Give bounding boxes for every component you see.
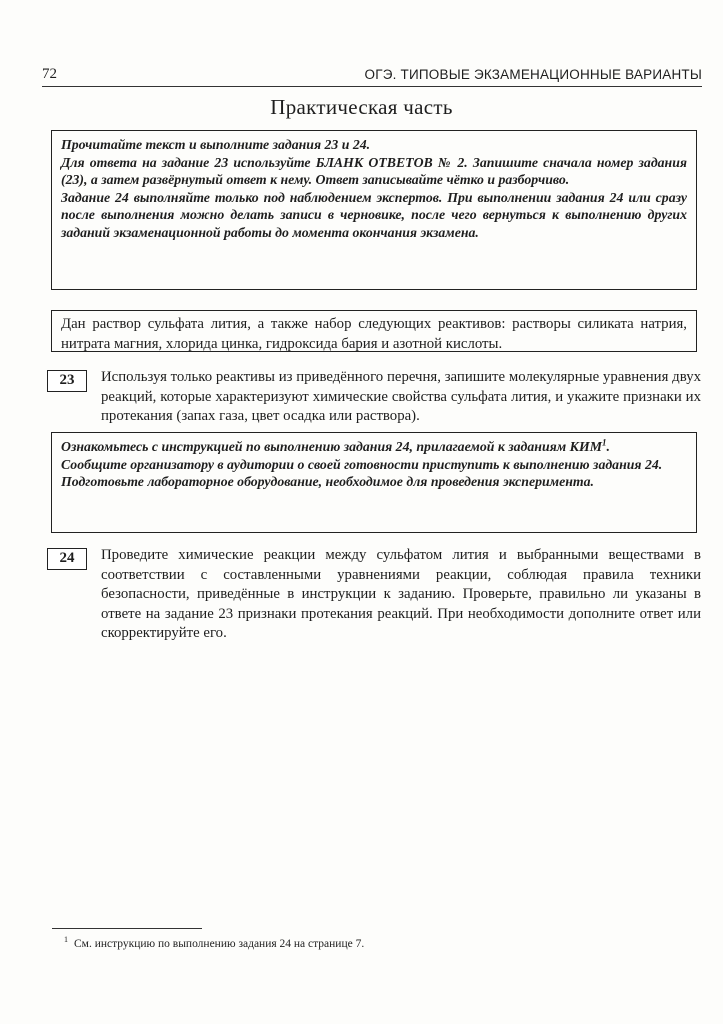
task-24-text: Проведите химические реакции между сульфатом лития и выбранными веществами в соответствии с составленными уравнениями реакции, соблюдая правила техники безопасности, приведённые в инструкции к заданию. Проверьте, правильно ли указаны в ответе на задание 23 признаки протекания реакций. При необходимости дополните ответ или скорректируйте его. [101, 547, 701, 641]
given-text: Дан раствор сульфата лития, а также набор следующих реактивов: растворы силиката натрия, нитрата магния, хлорида цинка, гидроксида бария и азотной кислоты. [61, 316, 687, 352]
instruction-line-2: Для ответа на задание 23 используйте БЛАНК ОТВЕТОВ № 2. Запишите сначала номер задания (23), а затем развёрнутый ответ к нему. Ответ записывайте чётко и разборчиво. [61, 154, 687, 187]
instruction-line-3: Задание 24 выполняйте только под наблюдением экспертов. При выполнении задания 24 или сразу после выполнения можно делать записи в черновике, после чего вернуться к выполнению других заданий экзаменационной работы до момента окончания экзамена. [61, 189, 687, 240]
task-24-note-line-2: Сообщите организатору в аудитории о своей готовности приступить к выполнению задания 24. [61, 456, 663, 472]
instructions-box [51, 130, 697, 290]
footnote-mark: 1 [64, 935, 68, 944]
task-24-note-line-1-text: Ознакомьтесь с инструкцией по выполнению задания 24, прилагаемой к заданиям КИМ [61, 439, 603, 454]
task-23-text: Используя только реактивы из приведённого перечня, запишите молекулярные уравнения двух реакций, которые характеризуют химические свойства сульфата лития, и укажите признаки их протекания (запах газа, цвет осадка или раствора). [101, 369, 701, 424]
task-24-note-line-1 [61, 438, 687, 456]
instruction-line-1: Прочитайте текст и выполните задания 23 и 24. [61, 137, 371, 152]
task-24-instruction-box [51, 432, 697, 533]
task-23-number: 23 [47, 370, 87, 392]
footnote-rule [52, 928, 202, 929]
footnote [64, 935, 364, 950]
running-title: ОГЭ. ТИПОВЫЕ ЭКЗАМЕНАЦИОННЫЕ ВАРИАНТЫ [364, 67, 702, 82]
footnote-reference: 1 [602, 437, 607, 448]
task-24-note-line-3: Подготовьте лабораторное оборудование, необходимое для проведения эксперимента. [61, 474, 594, 489]
page-header [42, 64, 702, 87]
section-title: Практическая часть [270, 95, 453, 119]
given-box [51, 310, 697, 352]
task-24-note-line-1-end: . [606, 439, 610, 454]
task-24-number: 24 [47, 548, 87, 570]
footnote-text: См. инструкцию по выполнению задания 24 на странице 7. [74, 937, 365, 950]
page-number: 72 [42, 66, 57, 82]
